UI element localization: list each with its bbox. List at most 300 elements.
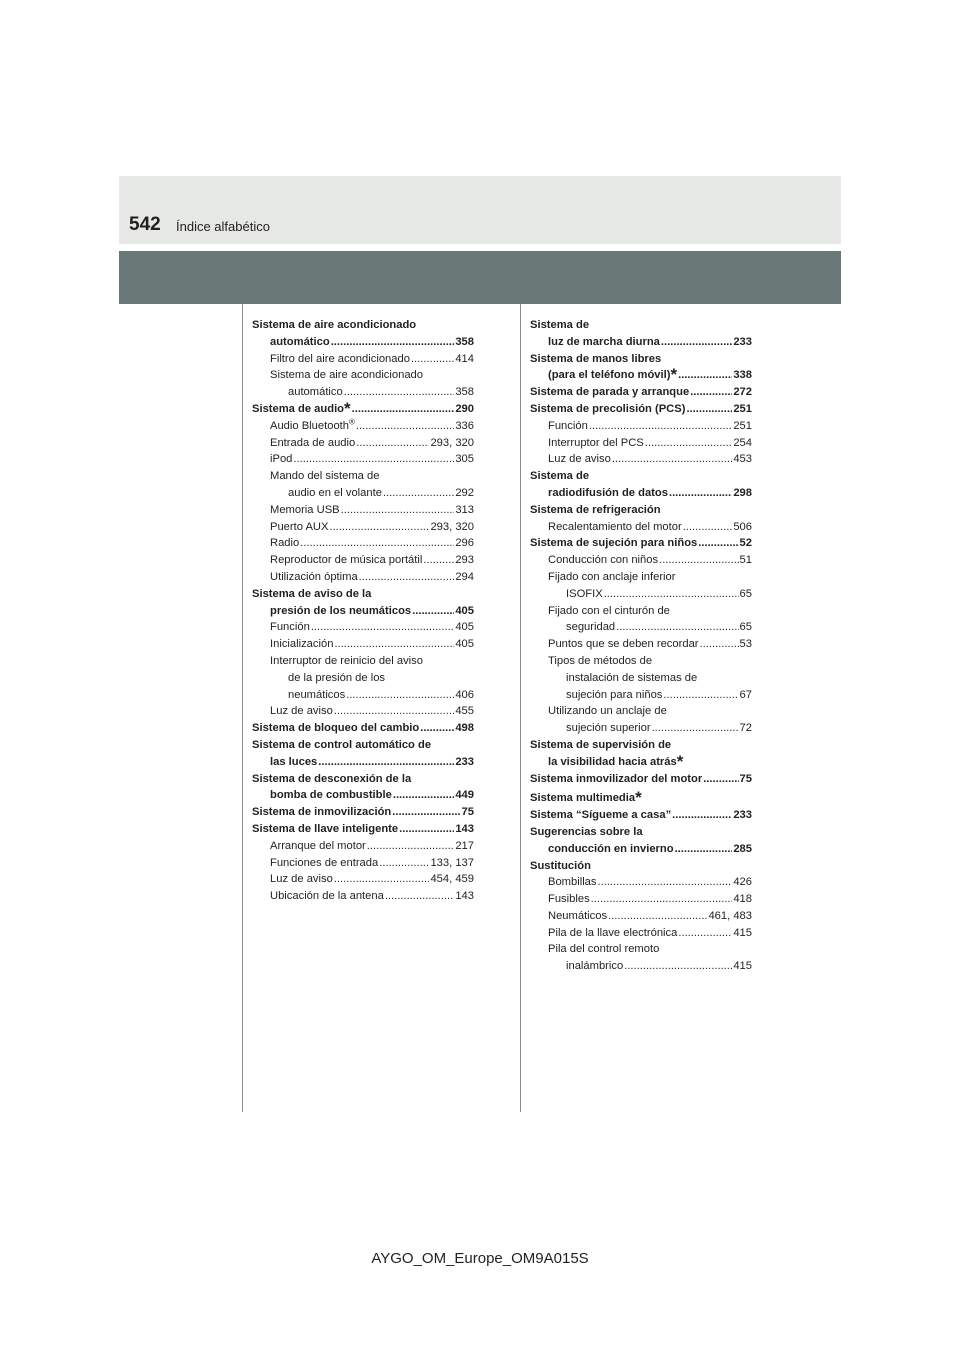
index-line bbox=[530, 603, 752, 620]
dot-leader bbox=[616, 619, 738, 636]
index-term: presión de los neumáticos bbox=[270, 604, 412, 617]
index-term: Sugerencias sobre la bbox=[530, 825, 643, 838]
page-reference: 233 bbox=[733, 335, 752, 348]
dot-leader bbox=[344, 384, 455, 401]
dot-leader bbox=[612, 451, 733, 468]
index-line bbox=[252, 586, 474, 603]
index-term: bomba de combustible bbox=[270, 789, 392, 802]
index-term: Luz de aviso bbox=[270, 873, 333, 886]
index-line bbox=[530, 384, 752, 401]
index-line bbox=[530, 941, 752, 958]
index-entry bbox=[530, 451, 752, 468]
index-line bbox=[252, 569, 474, 586]
index-line bbox=[252, 855, 474, 872]
index-entry bbox=[252, 552, 474, 569]
index-line bbox=[530, 435, 752, 452]
dot-leader bbox=[367, 838, 455, 855]
page-reference: 65 bbox=[739, 587, 752, 600]
page-reference: 233 bbox=[733, 809, 752, 822]
page-reference: 272 bbox=[733, 386, 752, 399]
index-term: las luces bbox=[270, 755, 318, 768]
page-reference: 449 bbox=[455, 789, 474, 802]
dot-leader bbox=[686, 401, 732, 418]
index-term: Función bbox=[548, 419, 588, 432]
index-entry bbox=[530, 636, 752, 653]
index-line bbox=[530, 586, 752, 603]
index-line bbox=[530, 367, 752, 384]
index-line bbox=[252, 871, 474, 888]
index-term: automático bbox=[270, 335, 330, 348]
index-term: Pila del control remoto bbox=[548, 943, 660, 956]
dot-leader bbox=[318, 754, 454, 771]
index-term: Fusibles bbox=[548, 893, 590, 906]
index-term: Utilizando un anclaje de bbox=[548, 705, 667, 718]
index-entry bbox=[530, 317, 752, 351]
index-entry bbox=[252, 367, 474, 401]
index-entry bbox=[252, 351, 474, 368]
index-line bbox=[530, 351, 752, 368]
index-entry bbox=[252, 737, 474, 771]
page-reference: 453 bbox=[733, 453, 752, 466]
index-term: Bombillas bbox=[548, 876, 597, 889]
dot-leader bbox=[411, 351, 454, 368]
index-entry bbox=[530, 941, 752, 975]
index-term: Sistema de bbox=[530, 470, 590, 483]
index-entry bbox=[252, 398, 474, 418]
dot-leader bbox=[329, 519, 429, 536]
index-entry bbox=[252, 871, 474, 888]
index-entry bbox=[252, 586, 474, 620]
page-reference: 233 bbox=[455, 755, 474, 768]
index-term: Filtro del aire acondicionado bbox=[270, 352, 410, 365]
page-reference: 418 bbox=[733, 893, 752, 906]
index-term: Sistema de aviso de la bbox=[252, 587, 372, 600]
index-line bbox=[530, 925, 752, 942]
index-term: ISOFIX bbox=[566, 587, 603, 600]
index-line bbox=[530, 908, 752, 925]
index-term: Puntos que se deben recordar bbox=[548, 638, 699, 651]
index-term: sujeción superior bbox=[566, 722, 651, 735]
index-line bbox=[530, 502, 752, 519]
index-term: seguridad bbox=[566, 621, 616, 634]
dot-leader bbox=[341, 502, 455, 519]
index-line bbox=[252, 787, 474, 804]
index-line bbox=[530, 418, 752, 435]
dot-leader bbox=[293, 451, 454, 468]
index-term: Interruptor del PCS bbox=[548, 436, 644, 449]
dot-leader bbox=[420, 720, 454, 737]
index-term: audio en el volante bbox=[288, 486, 382, 499]
index-term: Sistema de aire acondicionado bbox=[270, 369, 423, 382]
index-term: luz de marcha diurna bbox=[548, 335, 660, 348]
index-line bbox=[252, 687, 474, 704]
index-term: Sistema de refrigeración bbox=[530, 503, 661, 516]
index-entry bbox=[252, 451, 474, 468]
index-term: Mando del sistema de bbox=[270, 470, 380, 483]
index-term: Arranque del motor bbox=[270, 839, 366, 852]
index-entry bbox=[530, 703, 752, 737]
index-line bbox=[530, 737, 752, 754]
dot-leader bbox=[698, 535, 738, 552]
page-reference: 313 bbox=[455, 503, 474, 516]
index-term: Sistema de bbox=[530, 319, 590, 331]
dot-leader bbox=[346, 687, 454, 704]
index-line bbox=[530, 552, 752, 569]
page-reference: 406 bbox=[455, 688, 474, 701]
index-line bbox=[530, 751, 752, 771]
index-entry bbox=[252, 619, 474, 636]
index-term: Inicialización bbox=[270, 638, 334, 651]
dot-leader bbox=[352, 401, 455, 418]
index-term: de la presión de los bbox=[288, 671, 386, 684]
section-title: Índice alfabético bbox=[176, 219, 270, 234]
index-entry bbox=[530, 535, 752, 552]
index-entry bbox=[530, 790, 752, 807]
index-term: Fijado con el cinturón de bbox=[548, 604, 670, 617]
dot-leader bbox=[331, 334, 455, 351]
page-reference: 461, 483 bbox=[708, 909, 752, 922]
index-entry bbox=[530, 603, 752, 637]
dot-leader bbox=[624, 958, 732, 975]
index-entry bbox=[530, 519, 752, 536]
index-entry bbox=[252, 535, 474, 552]
dot-leader bbox=[356, 435, 429, 452]
index-line bbox=[252, 720, 474, 737]
index-term: Recalentamiento del motor bbox=[548, 520, 682, 533]
index-term: Sistema inmovilizador del motor bbox=[530, 772, 703, 785]
page-reference: 52 bbox=[739, 537, 752, 550]
index-line bbox=[530, 841, 752, 858]
index-term: Sistema de audio* bbox=[252, 398, 351, 418]
page-reference: 454, 459 bbox=[430, 873, 474, 886]
page-reference: 336 bbox=[455, 419, 474, 432]
index-line bbox=[252, 888, 474, 905]
index-entry bbox=[530, 824, 752, 858]
index-term: Entrada de audio bbox=[270, 436, 356, 449]
index-term: Sustitución bbox=[530, 859, 591, 872]
index-entry bbox=[530, 807, 752, 824]
page-reference: 358 bbox=[455, 386, 474, 399]
index-entry bbox=[530, 418, 752, 435]
index-term: Sistema de control automático de bbox=[252, 738, 432, 751]
dot-leader bbox=[311, 619, 455, 636]
page-reference: 217 bbox=[455, 839, 474, 852]
page-reference: 53 bbox=[739, 638, 752, 651]
page-reference: 285 bbox=[733, 842, 752, 855]
page-number: 542 bbox=[129, 214, 161, 235]
page-reference: 293 bbox=[455, 554, 474, 567]
asterisk-icon: * bbox=[344, 398, 351, 418]
page-reference: 290 bbox=[455, 402, 474, 415]
page-reference: 254 bbox=[733, 436, 752, 449]
page-reference: 292 bbox=[455, 486, 474, 499]
index-entry bbox=[252, 569, 474, 586]
index-entry bbox=[530, 737, 752, 771]
page-reference: 75 bbox=[461, 806, 474, 819]
index-line bbox=[252, 519, 474, 536]
index-line bbox=[252, 804, 474, 821]
index-term: Sistema de manos libres bbox=[530, 352, 662, 365]
index-entry bbox=[530, 771, 752, 788]
index-term: radiodifusión de datos bbox=[548, 486, 668, 499]
index-line bbox=[530, 653, 752, 670]
index-term: Radio bbox=[270, 537, 300, 550]
page-reference: 405 bbox=[455, 638, 474, 651]
column-divider-left bbox=[242, 304, 243, 1112]
index-line bbox=[530, 535, 752, 552]
index-entry bbox=[252, 821, 474, 838]
index-term: Sistema de sujeción para niños bbox=[530, 537, 698, 550]
index-column-right bbox=[530, 317, 752, 975]
index-term: sujeción para niños bbox=[566, 688, 663, 701]
dot-leader bbox=[652, 720, 739, 737]
index-entry bbox=[530, 468, 752, 502]
page-reference: 426 bbox=[733, 876, 752, 889]
index-line bbox=[530, 824, 752, 841]
dot-leader bbox=[412, 603, 454, 620]
dot-leader bbox=[334, 636, 454, 653]
index-line bbox=[252, 754, 474, 771]
page-reference: 51 bbox=[739, 554, 752, 567]
index-line bbox=[530, 807, 752, 824]
dot-leader bbox=[703, 771, 738, 788]
index-entry bbox=[252, 418, 474, 435]
index-line bbox=[530, 720, 752, 737]
dot-leader bbox=[385, 888, 455, 905]
index-line bbox=[252, 603, 474, 620]
index-term: Función bbox=[270, 621, 310, 634]
header-bar bbox=[119, 251, 841, 304]
page-reference: 251 bbox=[733, 402, 752, 415]
page-reference: 143 bbox=[455, 822, 474, 835]
index-line bbox=[252, 535, 474, 552]
dot-leader bbox=[379, 855, 429, 872]
index-line bbox=[530, 891, 752, 908]
index-line bbox=[252, 619, 474, 636]
index-line bbox=[252, 398, 474, 418]
dot-leader bbox=[683, 519, 733, 536]
index-entry bbox=[252, 855, 474, 872]
index-line bbox=[252, 485, 474, 502]
index-line bbox=[252, 552, 474, 569]
index-entry bbox=[530, 435, 752, 452]
index-term: Reproductor de música portátil bbox=[270, 554, 423, 567]
index-line bbox=[530, 401, 752, 418]
dot-leader bbox=[359, 569, 455, 586]
index-line bbox=[252, 737, 474, 754]
index-term: Neumáticos bbox=[548, 909, 608, 922]
index-line bbox=[252, 418, 474, 435]
index-entry bbox=[530, 351, 752, 385]
page-reference: 293, 320 bbox=[430, 436, 474, 449]
index-entry bbox=[530, 401, 752, 418]
index-entry bbox=[530, 891, 752, 908]
page-reference: 455 bbox=[455, 705, 474, 718]
index-entry bbox=[252, 636, 474, 653]
dot-leader bbox=[672, 807, 732, 824]
index-entry bbox=[530, 908, 752, 925]
dot-leader bbox=[608, 908, 707, 925]
index-term: Sistema de desconexión de la bbox=[252, 772, 412, 785]
index-term: (para el teléfono móvil)* bbox=[548, 365, 678, 385]
index-term: neumáticos bbox=[288, 688, 346, 701]
index-term: instalación de sistemas de bbox=[566, 671, 698, 684]
index-entry bbox=[530, 384, 752, 401]
index-line bbox=[530, 468, 752, 485]
dot-leader bbox=[392, 804, 460, 821]
index-line bbox=[530, 334, 752, 351]
index-line bbox=[252, 653, 474, 670]
dot-leader bbox=[399, 821, 454, 838]
asterisk-icon: * bbox=[670, 365, 678, 385]
page-reference: 506 bbox=[733, 520, 752, 533]
index-line bbox=[530, 858, 752, 875]
page-reference: 358 bbox=[455, 335, 474, 348]
page-reference: 296 bbox=[455, 537, 474, 550]
index-line bbox=[252, 351, 474, 368]
index-line bbox=[530, 703, 752, 720]
column-divider-right bbox=[520, 304, 521, 1112]
index-line bbox=[252, 636, 474, 653]
index-column-left bbox=[252, 317, 474, 905]
asterisk-icon: * bbox=[676, 751, 684, 771]
index-term: la visibilidad hacia atrás* bbox=[548, 751, 684, 771]
page-reference: 251 bbox=[733, 419, 752, 432]
index-term: Sistema “Sígueme a casa” bbox=[530, 809, 672, 822]
index-entry bbox=[252, 653, 474, 703]
index-line bbox=[530, 485, 752, 502]
index-term: automático bbox=[288, 386, 343, 399]
index-term: Audio Bluetooth® bbox=[270, 417, 355, 432]
index-term: Sistema multimedia* bbox=[530, 788, 642, 808]
index-entry bbox=[252, 502, 474, 519]
index-line bbox=[530, 619, 752, 636]
index-term: iPod bbox=[270, 453, 293, 466]
index-line bbox=[252, 317, 474, 334]
dot-leader bbox=[598, 874, 733, 891]
index-line bbox=[252, 838, 474, 855]
index-entry bbox=[252, 468, 474, 502]
page-reference: 498 bbox=[455, 722, 474, 735]
dot-leader bbox=[300, 535, 454, 552]
dot-leader bbox=[589, 418, 733, 435]
document-footer: AYGO_OM_Europe_OM9A015S bbox=[371, 1250, 589, 1267]
index-term: Pila de la llave electrónica bbox=[548, 926, 678, 939]
index-line bbox=[252, 334, 474, 351]
dot-leader bbox=[700, 636, 739, 653]
dot-leader bbox=[356, 418, 454, 435]
index-entry bbox=[252, 703, 474, 720]
index-term: Luz de aviso bbox=[548, 453, 611, 466]
index-term: Sistema de bloqueo del cambio bbox=[252, 722, 420, 735]
index-entry bbox=[530, 552, 752, 569]
page-reference: 414 bbox=[455, 352, 474, 365]
index-line bbox=[530, 670, 752, 687]
page-reference: 415 bbox=[733, 960, 752, 973]
index-line bbox=[252, 384, 474, 401]
index-line bbox=[252, 821, 474, 838]
dot-leader bbox=[334, 871, 430, 888]
index-entry bbox=[530, 569, 752, 603]
index-entry bbox=[530, 502, 752, 519]
index-line bbox=[530, 636, 752, 653]
index-line bbox=[530, 519, 752, 536]
page-reference: 143 bbox=[455, 890, 474, 903]
dot-leader bbox=[334, 703, 455, 720]
page-reference: 293, 320 bbox=[430, 520, 474, 533]
dot-leader bbox=[423, 552, 454, 569]
dot-leader bbox=[690, 384, 732, 401]
dot-leader bbox=[669, 485, 732, 502]
index-line bbox=[530, 958, 752, 975]
index-line bbox=[530, 569, 752, 586]
dot-leader bbox=[383, 485, 454, 502]
index-entry bbox=[252, 317, 474, 351]
page-reference: 338 bbox=[733, 369, 752, 382]
page-reference: 294 bbox=[455, 570, 474, 583]
index-entry bbox=[530, 925, 752, 942]
index-line bbox=[252, 435, 474, 452]
index-line bbox=[530, 874, 752, 891]
dot-leader bbox=[678, 367, 732, 384]
index-entry bbox=[530, 653, 752, 703]
index-term: Sistema de inmovilización bbox=[252, 806, 392, 819]
index-term: Luz de aviso bbox=[270, 705, 333, 718]
index-line bbox=[530, 317, 752, 334]
page-reference: 305 bbox=[455, 453, 474, 466]
index-line bbox=[252, 670, 474, 687]
index-entry bbox=[252, 435, 474, 452]
page-reference: 65 bbox=[739, 621, 752, 634]
index-line bbox=[252, 771, 474, 788]
dot-leader bbox=[663, 687, 738, 704]
index-term: Puerto AUX bbox=[270, 520, 329, 533]
index-line bbox=[252, 451, 474, 468]
index-entry bbox=[252, 888, 474, 905]
index-term: Interruptor de reinicio del aviso bbox=[270, 654, 423, 667]
page-reference: 75 bbox=[739, 772, 752, 785]
index-term: Tipos de métodos de bbox=[548, 654, 653, 667]
page-reference: 405 bbox=[455, 621, 474, 634]
index-line bbox=[530, 687, 752, 704]
index-entry bbox=[252, 838, 474, 855]
index-entry bbox=[252, 771, 474, 805]
page-reference: 72 bbox=[739, 722, 752, 735]
index-line bbox=[252, 468, 474, 485]
index-line bbox=[530, 451, 752, 468]
page-reference: 298 bbox=[733, 486, 752, 499]
index-term: Utilización óptima bbox=[270, 570, 358, 583]
index-term: Sistema de aire acondicionado bbox=[252, 319, 417, 331]
index-line bbox=[530, 771, 752, 788]
index-term: Memoria USB bbox=[270, 503, 340, 516]
index-term: Sistema de precolisión (PCS) bbox=[530, 402, 686, 415]
index-entry bbox=[252, 804, 474, 821]
index-term: Fijado con anclaje inferior bbox=[548, 570, 676, 583]
index-line bbox=[252, 703, 474, 720]
dot-leader bbox=[678, 925, 732, 942]
page-reference: 67 bbox=[739, 688, 752, 701]
index-term: Ubicación de la antena bbox=[270, 890, 384, 903]
index-entry bbox=[530, 858, 752, 875]
index-term: conducción en invierno bbox=[548, 842, 674, 855]
dot-leader bbox=[661, 334, 732, 351]
dot-leader bbox=[591, 891, 733, 908]
dot-leader bbox=[659, 552, 738, 569]
index-term: Funciones de entrada bbox=[270, 856, 379, 869]
index-line bbox=[252, 502, 474, 519]
index-entry bbox=[530, 874, 752, 891]
